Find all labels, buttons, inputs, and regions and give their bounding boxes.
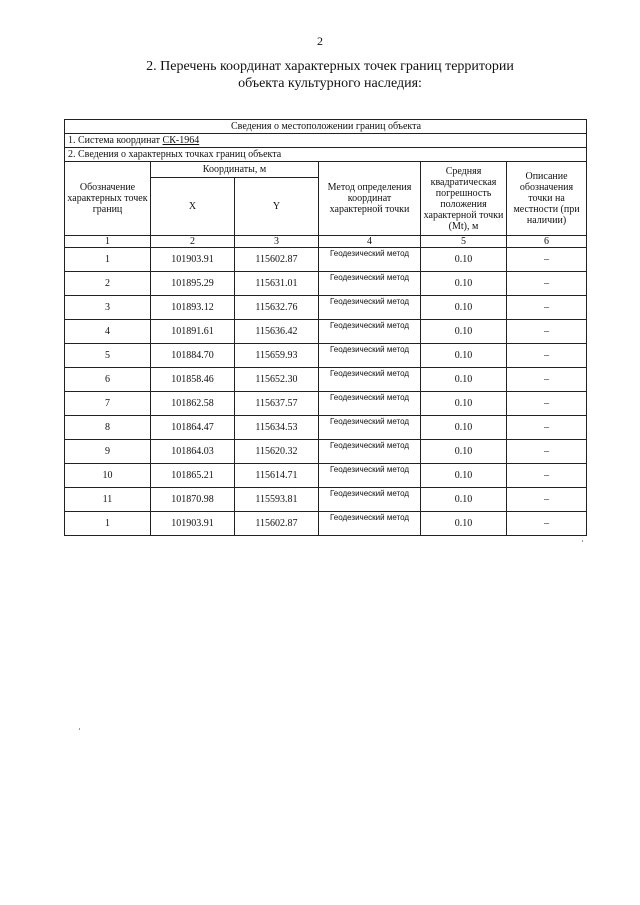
accuracy-cell: 0.10 bbox=[421, 512, 507, 536]
description-cell: – bbox=[507, 344, 587, 368]
x-coordinate-cell: 101884.70 bbox=[151, 344, 235, 368]
point-id-cell: 1 bbox=[65, 248, 151, 272]
accuracy-cell: 0.10 bbox=[421, 368, 507, 392]
header-accuracy: Средняя квадратическая погрешность положения характерной точки (Mt), м bbox=[421, 162, 507, 236]
method-cell: Геодезический метод bbox=[319, 344, 421, 368]
x-coordinate-cell: 101903.91 bbox=[151, 248, 235, 272]
header-x: X bbox=[151, 178, 235, 236]
y-coordinate-cell: 115637.57 bbox=[235, 392, 319, 416]
x-coordinate-cell: 101858.46 bbox=[151, 368, 235, 392]
x-coordinate-cell: 101903.91 bbox=[151, 512, 235, 536]
table-row bbox=[65, 344, 587, 368]
table-row bbox=[65, 512, 587, 536]
method-cell: Геодезический метод bbox=[319, 320, 421, 344]
description-cell: – bbox=[507, 464, 587, 488]
y-coordinate-cell: 115632.76 bbox=[235, 296, 319, 320]
method-cell: Геодезический метод bbox=[319, 272, 421, 296]
y-coordinate-cell: 115636.42 bbox=[235, 320, 319, 344]
table-row bbox=[65, 272, 587, 296]
points-section-label: 2. Сведения о характерных точках границ объекта bbox=[65, 148, 587, 162]
column-number: 6 bbox=[507, 236, 587, 248]
point-id-cell: 5 bbox=[65, 344, 151, 368]
coordinates-table bbox=[64, 119, 587, 536]
table-row bbox=[65, 464, 587, 488]
accuracy-cell: 0.10 bbox=[421, 488, 507, 512]
x-coordinate-cell: 101870.98 bbox=[151, 488, 235, 512]
table-row bbox=[65, 320, 587, 344]
accuracy-cell: 0.10 bbox=[421, 464, 507, 488]
column-numbers-row bbox=[65, 236, 587, 248]
page-title bbox=[60, 58, 600, 92]
header-point-id: Обозначение характерных точек границ bbox=[65, 162, 151, 236]
header-coordinates: Координаты, м bbox=[151, 162, 319, 178]
table-row bbox=[65, 440, 587, 464]
title-line-1: 2. Перечень координат характерных точек границ территории bbox=[146, 59, 514, 74]
accuracy-cell: 0.10 bbox=[421, 440, 507, 464]
method-cell: Геодезический метод bbox=[319, 248, 421, 272]
description-cell: – bbox=[507, 272, 587, 296]
method-cell: Геодезический метод bbox=[319, 512, 421, 536]
method-cell: Геодезический метод bbox=[319, 464, 421, 488]
table-row bbox=[65, 296, 587, 320]
y-coordinate-cell: 115593.81 bbox=[235, 488, 319, 512]
x-coordinate-cell: 101865.21 bbox=[151, 464, 235, 488]
description-cell: – bbox=[507, 320, 587, 344]
table-row bbox=[65, 488, 587, 512]
description-cell: – bbox=[507, 248, 587, 272]
description-cell: – bbox=[507, 488, 587, 512]
accuracy-cell: 0.10 bbox=[421, 248, 507, 272]
point-id-cell: 1 bbox=[65, 512, 151, 536]
method-cell: Геодезический метод bbox=[319, 368, 421, 392]
point-id-cell: 8 bbox=[65, 416, 151, 440]
point-id-cell: 2 bbox=[65, 272, 151, 296]
method-cell: Геодезический метод bbox=[319, 392, 421, 416]
y-coordinate-cell: 115602.87 bbox=[235, 512, 319, 536]
column-number: 4 bbox=[319, 236, 421, 248]
description-cell: – bbox=[507, 392, 587, 416]
method-cell: Геодезический метод bbox=[319, 488, 421, 512]
x-coordinate-cell: 101895.29 bbox=[151, 272, 235, 296]
x-coordinate-cell: 101864.47 bbox=[151, 416, 235, 440]
accuracy-cell: 0.10 bbox=[421, 392, 507, 416]
description-cell: – bbox=[507, 296, 587, 320]
accuracy-cell: 0.10 bbox=[421, 416, 507, 440]
header-method: Метод определения координат характерной точки bbox=[319, 162, 421, 236]
header-y: Y bbox=[235, 178, 319, 236]
description-cell: – bbox=[507, 440, 587, 464]
accuracy-cell: 0.10 bbox=[421, 272, 507, 296]
x-coordinate-cell: 101862.58 bbox=[151, 392, 235, 416]
point-id-cell: 6 bbox=[65, 368, 151, 392]
header-description: Описание обозначения точки на местности (при наличии) bbox=[507, 162, 587, 236]
title-line-2: объекта культурного наследия: bbox=[238, 76, 422, 91]
y-coordinate-cell: 115602.87 bbox=[235, 248, 319, 272]
description-cell: – bbox=[507, 368, 587, 392]
y-coordinate-cell: 115631.01 bbox=[235, 272, 319, 296]
y-coordinate-cell: 115614.71 bbox=[235, 464, 319, 488]
point-id-cell: 4 bbox=[65, 320, 151, 344]
coordinate-system-label: 1. Система координат bbox=[68, 135, 163, 146]
column-number: 5 bbox=[421, 236, 507, 248]
point-id-cell: 10 bbox=[65, 464, 151, 488]
description-cell: – bbox=[507, 512, 587, 536]
table-row bbox=[65, 248, 587, 272]
point-id-cell: 3 bbox=[65, 296, 151, 320]
scan-speck bbox=[582, 540, 583, 542]
method-cell: Геодезический метод bbox=[319, 416, 421, 440]
y-coordinate-cell: 115652.30 bbox=[235, 368, 319, 392]
coordinate-system-row bbox=[65, 134, 587, 148]
x-coordinate-cell: 101891.61 bbox=[151, 320, 235, 344]
point-id-cell: 7 bbox=[65, 392, 151, 416]
method-cell: Геодезический метод bbox=[319, 440, 421, 464]
method-cell: Геодезический метод bbox=[319, 296, 421, 320]
coordinate-system-name: СК-1964 bbox=[162, 135, 200, 146]
column-number: 1 bbox=[65, 236, 151, 248]
description-cell: – bbox=[507, 416, 587, 440]
accuracy-cell: 0.10 bbox=[421, 296, 507, 320]
y-coordinate-cell: 115659.93 bbox=[235, 344, 319, 368]
point-id-cell: 9 bbox=[65, 440, 151, 464]
x-coordinate-cell: 101893.12 bbox=[151, 296, 235, 320]
table-caption: Сведения о местоположении границ объекта bbox=[65, 120, 587, 134]
page-number: 2 bbox=[317, 34, 323, 48]
accuracy-cell: 0.10 bbox=[421, 344, 507, 368]
y-coordinate-cell: 115634.53 bbox=[235, 416, 319, 440]
table-row bbox=[65, 392, 587, 416]
scan-speck bbox=[79, 728, 80, 730]
table-row bbox=[65, 368, 587, 392]
point-id-cell: 11 bbox=[65, 488, 151, 512]
column-number: 3 bbox=[235, 236, 319, 248]
x-coordinate-cell: 101864.03 bbox=[151, 440, 235, 464]
accuracy-cell: 0.10 bbox=[421, 320, 507, 344]
table-row bbox=[65, 416, 587, 440]
column-number: 2 bbox=[151, 236, 235, 248]
y-coordinate-cell: 115620.32 bbox=[235, 440, 319, 464]
